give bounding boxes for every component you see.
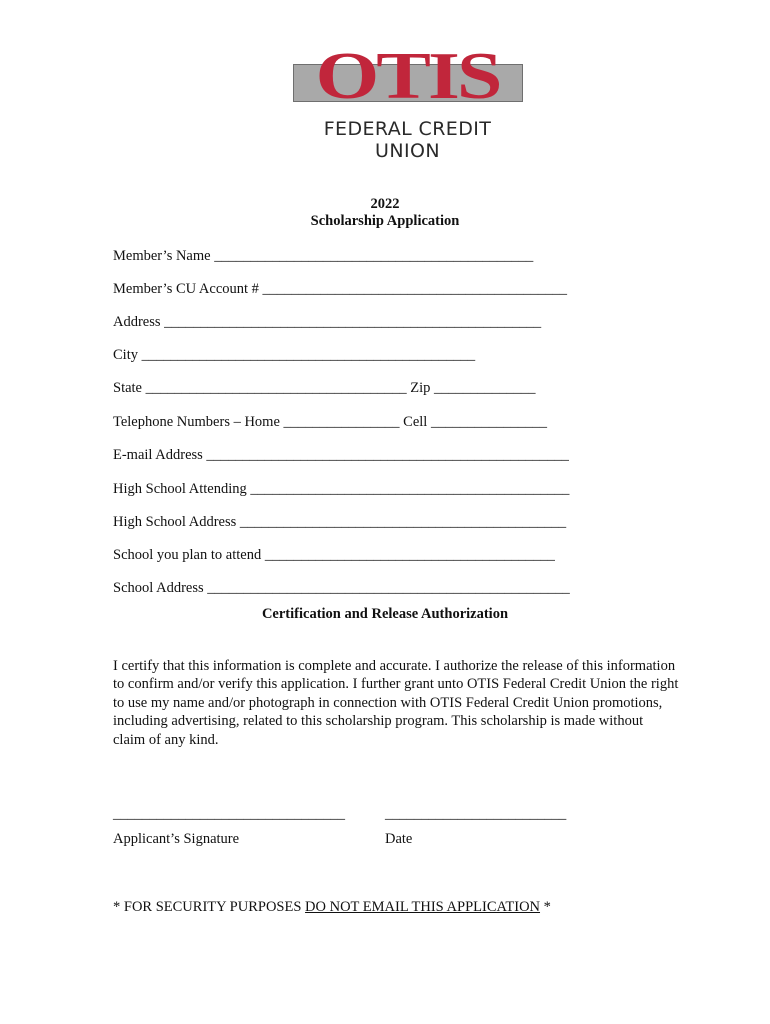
city-field[interactable]: City ______________________________________________: [113, 347, 476, 363]
certification-line: I certify that this information is complete and accurate. I authorize the release of this information: [113, 658, 676, 674]
signature-line[interactable]: ________________________________: [113, 806, 345, 822]
application-title: Scholarship Application: [310, 213, 460, 229]
school-plan-field[interactable]: School you plan to attend ________________________________________: [113, 547, 555, 563]
certification-title: Certification and Release Authorization: [261, 606, 509, 622]
school-address-field[interactable]: School Address __________________________________________________: [113, 580, 570, 596]
certification-line: to confirm and/or verify this application. I further grant unto OTIS Federal Credit Union the right: [113, 676, 679, 693]
certification-line: including advertising, related to this scholarship program. This scholarship is made without: [113, 713, 644, 730]
certification-text: [113, 657, 713, 749]
security-notice: [113, 899, 551, 916]
high-school-attending-field[interactable]: High School Attending ____________________________________________: [113, 481, 570, 497]
application-year: 2022: [370, 196, 400, 212]
otis-logo: [290, 37, 525, 162]
email-field[interactable]: E-mail Address __________________________________________________: [113, 447, 569, 463]
state-zip-field[interactable]: State ____________________________________ Zip ______________: [113, 380, 536, 396]
date-line[interactable]: _________________________: [385, 806, 567, 822]
account-number-field[interactable]: Member’s CU Account # __________________________________________: [113, 281, 568, 297]
member-name-field[interactable]: Member’s Name ____________________________________________: [113, 248, 534, 264]
notice-suffix: *: [540, 899, 551, 915]
certification-line: to use my name and/or photograph in connection with OTIS Federal Credit Union promotions,: [113, 694, 663, 711]
notice-prefix: * FOR SECURITY PURPOSES: [113, 899, 306, 915]
date-label: Date: [385, 831, 413, 847]
logo-subline: FEDERAL CREDIT UNION: [323, 118, 492, 162]
signature-label: Applicant’s Signature: [113, 831, 240, 847]
notice-underlined: DO NOT EMAIL THIS APPLICATION: [305, 899, 541, 915]
telephone-field[interactable]: Telephone Numbers – Home ________________ Cell ________________: [113, 414, 547, 430]
high-school-address-field[interactable]: High School Address _____________________________________________: [113, 514, 567, 530]
logo-wordmark: OTIS: [315, 37, 500, 113]
certification-line: claim of any kind.: [113, 731, 219, 748]
address-field[interactable]: Address ____________________________________________________: [113, 314, 542, 330]
